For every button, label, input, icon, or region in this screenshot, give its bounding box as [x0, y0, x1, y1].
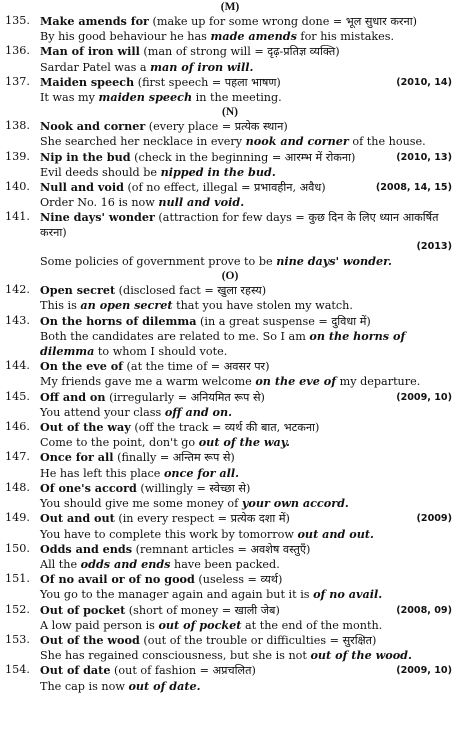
entry-number: 148.: [5, 480, 30, 494]
idiom-meaning: (man of strong will = दृढ़-प्रतिज्ञ व्यक्ति): [139, 45, 340, 59]
idiom-term: Out of the way: [40, 420, 131, 435]
idiom-meaning: (out of fashion = अप्रचलित): [110, 664, 256, 678]
exam-year: (2009, 10): [396, 391, 452, 403]
idiom-term: Out of date: [40, 663, 111, 678]
idiom-term: Open secret: [40, 283, 116, 298]
idiom-term: Nine days' wonder: [40, 210, 155, 225]
idiom-term: On the eve of: [40, 359, 123, 374]
example-idiom: an open secret: [80, 298, 173, 313]
entry-number: 139.: [5, 149, 30, 163]
example-pre: Sardar Patel was a: [40, 60, 151, 74]
idiom-term: Man of iron will: [40, 44, 140, 59]
entry-number: 153.: [5, 632, 30, 646]
entry-number: 141.: [5, 210, 30, 224]
entry-number: 145.: [5, 389, 30, 403]
example-post: of the house.: [348, 135, 426, 149]
example-idiom: out and out.: [297, 526, 374, 541]
entry-number: 135.: [5, 14, 30, 27]
idiom-entry: [0, 150, 460, 180]
example-pre: She has regained consciousness, but she is not: [40, 649, 311, 663]
idiom-term: Out and out: [40, 511, 115, 526]
idiom-meaning: (every place = प्रत्येक स्थान): [145, 120, 288, 134]
example-idiom: man of iron will.: [150, 59, 254, 74]
idiom-term: Nip in the bud: [40, 149, 131, 164]
example-post: that you have stolen my watch.: [172, 299, 353, 313]
example-idiom: out of the wood.: [310, 648, 412, 663]
idiom-term: Make amends for: [40, 14, 149, 28]
entry-number: 149.: [5, 511, 30, 525]
idiom-meaning: (of no effect, illegal = प्रभावहीन, अवैध): [123, 181, 326, 195]
idiom-meaning: (first speech = पहला भाषण): [134, 75, 281, 89]
idiom-term: Maiden speech: [40, 74, 135, 89]
example-idiom: out of pocket: [158, 617, 242, 632]
idiom-term: Null and void: [40, 180, 124, 195]
example-idiom: out of date.: [128, 678, 201, 693]
example-pre: Evil deeds should be: [40, 165, 161, 179]
idiom-entry: [0, 542, 460, 572]
example-pre: You go to the manager again and again but it is: [40, 588, 314, 602]
idiom-entry: [0, 450, 460, 480]
example-pre: You attend your class: [40, 405, 165, 419]
example-idiom: maiden speech: [98, 90, 193, 105]
idiom-meaning: (useless = व्यर्थ): [194, 573, 283, 587]
idiom-entry: [0, 119, 460, 149]
exam-year: (2008, 09): [396, 604, 452, 616]
example-pre: It was my: [40, 91, 99, 105]
idiom-entry: [0, 314, 460, 360]
section-heading-n: (N): [222, 106, 238, 119]
entry-number: 154.: [5, 663, 30, 677]
example-idiom: your own accord.: [241, 496, 349, 511]
entry-number: 136.: [5, 44, 30, 58]
idiom-meaning: (make up for some wrong done = भूल सुधार करना): [148, 15, 417, 28]
exam-year: (2008, 14, 15): [375, 182, 452, 194]
idiom-entry: [0, 603, 460, 633]
example-post: have been packed.: [170, 557, 280, 571]
example-idiom: made amends: [210, 29, 297, 44]
example-idiom: nook and corner: [245, 134, 349, 149]
idiom-entry: [0, 359, 460, 389]
idiom-entry: [0, 663, 460, 693]
idiom-meaning: (at the time of = अवसर पर): [123, 360, 270, 374]
example-idiom: out of the way.: [198, 435, 290, 450]
example-pre: All the: [40, 557, 81, 571]
idiom-entry: [0, 511, 460, 541]
example-pre: She searched her necklace in every: [40, 135, 246, 149]
idiom-entry: [0, 14, 460, 44]
idiom-entry: [0, 210, 460, 269]
entry-number: 143.: [5, 313, 30, 327]
example-idiom: odds and ends: [80, 556, 171, 571]
idiom-term: Of no avail or of no good: [40, 572, 195, 587]
idiom-entry: [0, 180, 460, 210]
example-pre: Some policies of government prove to be: [40, 255, 277, 269]
entry-number: 146.: [5, 420, 30, 434]
example-idiom: null and void.: [158, 195, 245, 210]
idiom-entry: [0, 572, 460, 602]
exam-year: (2009): [416, 513, 452, 525]
idiom-term: Odds and ends: [40, 541, 133, 556]
idiom-entry: [0, 420, 460, 450]
example-idiom: nipped in the bud.: [160, 164, 276, 179]
example-pre: You should give me some money of: [40, 497, 242, 511]
idiom-meaning: (in every respect = प्रत्येक दशा में): [114, 512, 290, 526]
example-post: at the end of the month.: [241, 618, 383, 632]
example-post: for his mistakes.: [296, 30, 395, 44]
entry-number: 150.: [5, 541, 30, 555]
idiom-entry: [0, 44, 460, 74]
section-heading-o: (O): [221, 270, 239, 283]
idiom-meaning: (out of the trouble or difficulties = सुरक्षित): [139, 633, 377, 647]
example-idiom: on the horns of dilemma: [40, 328, 406, 359]
idiom-meaning: (irregularly = अनियमित रूप से): [105, 390, 265, 404]
entry-number: 147.: [5, 450, 30, 464]
idiom-term: Of one's accord: [40, 480, 137, 495]
idiom-term: Out of pocket: [40, 602, 126, 617]
example-pre: Order No. 16 is now: [40, 196, 159, 210]
idiom-meaning: (disclosed fact = खुला रहस्य): [115, 284, 267, 298]
example-idiom: off and on.: [164, 404, 233, 419]
entry-number: 144.: [5, 359, 30, 373]
example-pre: Come to the point, don't go: [40, 436, 199, 450]
entry-number: 140.: [5, 180, 30, 194]
section-heading-m: (M): [220, 1, 240, 13]
exam-year: (2010, 14): [396, 76, 452, 88]
idiom-meaning: (check in the beginning = आरम्भ में रोकना): [130, 150, 356, 164]
example-pre: The cap is now: [40, 679, 129, 693]
example-idiom: once for all.: [163, 465, 240, 480]
idiom-entry: [0, 75, 460, 105]
exam-year: (2009, 10): [396, 665, 452, 677]
entry-number: 138.: [5, 119, 30, 133]
idiom-meaning: (attraction for few days = कुछ दिन के लिए ध्यान आकर्षित करना): [40, 211, 439, 239]
example-post: to whom I should vote.: [94, 345, 228, 359]
example-pre: Both the candidates are related to me. So I am: [40, 329, 310, 343]
example-idiom: on the eve of: [255, 374, 337, 389]
example-pre: This is: [40, 299, 81, 313]
idiom-entry: [0, 633, 460, 663]
exam-year: (2013): [416, 240, 452, 252]
example-idiom: of no avail.: [313, 587, 383, 602]
idiom-term: Once for all: [40, 450, 114, 465]
idiom-meaning: (remnant articles = अवशेष वस्तुएँ): [132, 542, 311, 556]
idiom-term: On the horns of dilemma: [40, 313, 197, 328]
idiom-entry: [0, 390, 460, 420]
idiom-meaning: (off the track = व्यर्थ की बात, भटकना): [130, 421, 320, 435]
idiom-meaning: (short of money = खाली जेब): [125, 603, 280, 617]
entry-number: 142.: [5, 283, 30, 297]
example-pre: You have to complete this work by tomorrow: [40, 527, 298, 541]
example-idiom: nine days' wonder.: [276, 254, 392, 269]
example-post: in the meeting.: [192, 91, 282, 105]
example-pre: A low paid person is: [40, 618, 159, 632]
idiom-meaning: (in a great suspense = दुविधा में): [196, 314, 371, 328]
entry-number: 152.: [5, 602, 30, 616]
idiom-meaning: (finally = अन्तिम रूप से): [113, 451, 235, 465]
exam-year: (2010, 13): [396, 151, 452, 163]
idiom-meaning: (willingly = स्वेच्छा से): [136, 481, 251, 495]
idiom-entry: [0, 283, 460, 313]
example-post: my departure.: [336, 375, 421, 389]
example-pre: By his good behaviour he has: [40, 30, 211, 44]
idiom-term: Off and on: [40, 389, 106, 404]
entry-number: 137.: [5, 74, 30, 88]
idiom-term: Out of the wood: [40, 632, 140, 647]
idiom-entry: [0, 481, 460, 511]
example-pre: He has left this place: [40, 466, 164, 480]
entry-number: 151.: [5, 572, 30, 586]
idiom-term: Nook and corner: [40, 119, 146, 134]
example-pre: My friends gave me a warm welcome: [40, 375, 256, 389]
